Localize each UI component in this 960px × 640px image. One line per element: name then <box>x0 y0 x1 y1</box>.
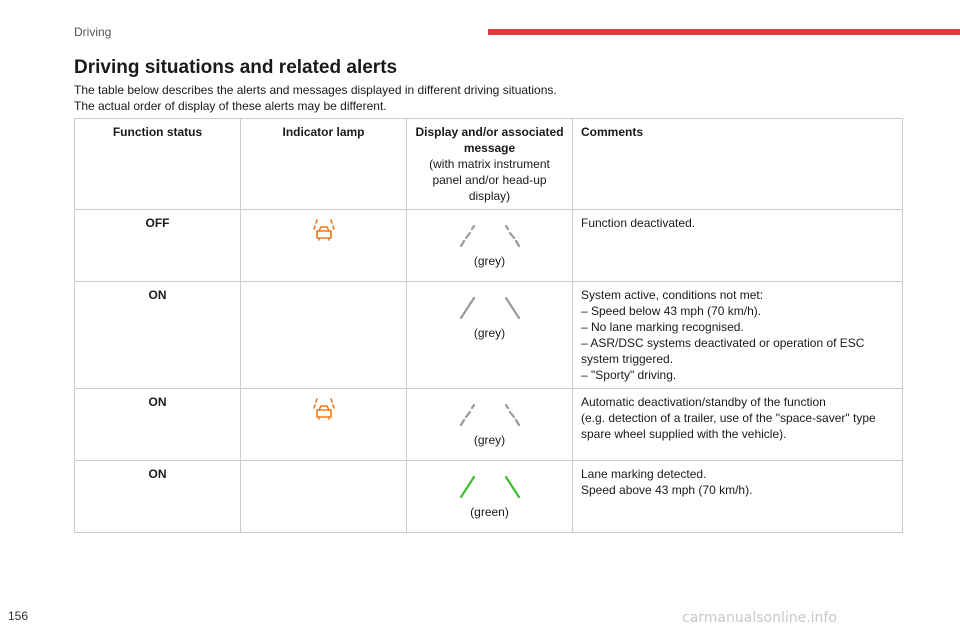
comment-line: – ASR/DSC systems deactivated or operation of ESC system triggered. <box>581 336 865 366</box>
comments-cell <box>573 461 903 533</box>
display-color-note: (green) <box>470 505 509 519</box>
comment-line: Speed above 43 mph (70 km/h). <box>581 483 753 497</box>
indicator-lamp-cell <box>241 461 407 533</box>
lane-markings-icon <box>460 225 520 247</box>
lane-assist-warning-icon <box>310 218 338 244</box>
intro-line: The actual order of display of these alerts may be different. <box>74 99 387 113</box>
indicator-lamp-cell <box>241 282 407 389</box>
header-display <box>407 119 573 210</box>
function-status: ON <box>75 461 241 533</box>
table-row <box>75 389 903 461</box>
section-label: Driving <box>74 25 112 39</box>
lane-markings-icon <box>460 476 520 498</box>
indicator-lamp-cell <box>241 210 407 282</box>
header-indicator-lamp: Indicator lamp <box>241 119 407 210</box>
comments-cell <box>573 389 903 461</box>
function-status: ON <box>75 389 241 461</box>
header-accent-bar <box>488 29 960 35</box>
lane-markings-icon <box>460 297 520 319</box>
comment-line: – "Sporty" driving. <box>581 368 677 382</box>
comment-line: Automatic deactivation/standby of the function <box>581 395 826 409</box>
table-row <box>75 461 903 533</box>
display-color-note: (grey) <box>473 254 506 268</box>
display-cell <box>407 282 573 389</box>
comment-line: (e.g. detection of a trailer, use of the "space-saver" type spare wheel supplied with the vehicle). <box>581 411 876 441</box>
header-display-main: Display and/or associated message <box>415 125 564 155</box>
display-cell <box>407 210 573 282</box>
lane-markings-icon <box>460 404 520 426</box>
comment-line: – No lane marking recognised. <box>581 320 744 334</box>
function-status: OFF <box>75 210 241 282</box>
display-cell <box>407 461 573 533</box>
watermark: carmanualsonline.info <box>682 610 837 626</box>
header-function-status: Function status <box>75 119 241 210</box>
comment-line: – Speed below 43 mph (70 km/h). <box>581 304 762 318</box>
display-color-note: (grey) <box>473 433 506 447</box>
page-number: 156 <box>8 609 29 623</box>
display-color-note: (grey) <box>473 326 506 340</box>
comment-line: Function deactivated. <box>581 216 696 230</box>
comments-cell <box>573 210 903 282</box>
table-row <box>75 282 903 389</box>
indicator-lamp-cell <box>241 389 407 461</box>
comments-cell <box>573 282 903 389</box>
function-status: ON <box>75 282 241 389</box>
comment-line: Lane marking detected. <box>581 467 707 481</box>
intro-text <box>74 82 557 114</box>
table-header-row <box>75 119 903 210</box>
alerts-table <box>74 118 903 533</box>
comment-line: System active, conditions not met: <box>581 288 764 302</box>
page-title: Driving situations and related alerts <box>74 57 398 78</box>
lane-assist-warning-icon <box>310 397 338 423</box>
display-cell <box>407 389 573 461</box>
header-comments: Comments <box>573 119 903 210</box>
header-display-sub: (with matrix instrument panel and/or head-up display) <box>429 157 550 203</box>
intro-line: The table below describes the alerts and messages displayed in different driving situations. <box>74 83 557 97</box>
table-row <box>75 210 903 282</box>
